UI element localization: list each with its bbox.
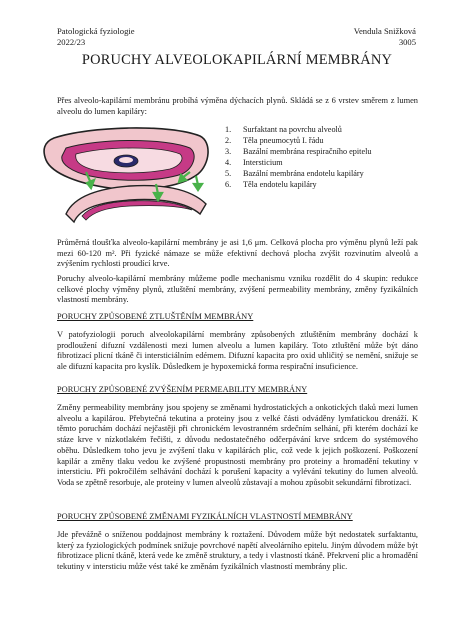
alveolus-capillary-illustration xyxy=(30,118,215,230)
section-heading-thickening: PORUCHY ZPŮSOBENÉ ZTLUŠTĚNÍM MEMBRÁNY xyxy=(57,312,254,321)
list-label: Intersticium xyxy=(243,158,283,168)
section-heading-permeability: PORUCHY ZPŮSOBENÉ ZVÝŠENÍM PERMEABILITY MEMBRÁNY xyxy=(57,385,308,394)
list-label: Bazální membrána respiračního epitelu xyxy=(243,147,372,157)
paragraph-physical-properties: Jde převážně o sníženou poddajnost membrány k roztažení. Důvodem může být nedostatek surfaktantu, který za fyziologických podmínek snižuje povrchové napětí alveolárního epitelu. Jiným důvodem může být fibrotizace plicní tkáně, která vede ke změně struktury, a tedy i vlastností tkáně. Překrvení plic a hromadění tekutiny v intersticiu může vést také ke změnám fyzikálních vlastností membrány plic. xyxy=(57,530,418,572)
list-item xyxy=(225,124,371,135)
intro-paragraph: Přes alveolo-kapilární membránu probíhá výměna dýchacích plynů. Skládá se z 6 vrstev směrem z lumen alveolu do lumen kapiláry: xyxy=(57,96,418,116)
paragraph-permeability: Změny permeability membrány jsou spojeny se změnami hydrostatických a onkotických tlaků mezi lumen alveolu a kapilárou. Přebytečná tekutina a proteiny jsou z velké části odváděny lymfatickou drenáží. K těmto poruchám dochází nejčastěji při chronickém levostranném srdečním selhání, při kterém dochází ke stáze krve v nízkotlakém řečišti, z důvodu nedostatečného odčerpávání krve srdcem do systémového oběhu. Důsledkem toho jevu je zvýšení tlaku v kapilárách plic, což vede k jejich poškození. Poškození kapilár a změny tlaku vedou ke zvýšené propustnosti membrány pro proteiny a hromadění tekutiny v intersticiu. Při pokročilém selhávání dochází k porušení kapacity a vylévání tekutiny do lumen alveolů. Voda se zpětně resorbuje, ale proteiny v lumen alveolů zůstavají a mohou způsobit sekundární fibrotizaci. xyxy=(57,403,418,487)
list-label: Těla endotelu kapiláry xyxy=(243,180,317,190)
list-number: 1. xyxy=(225,125,232,134)
paragraph-membrane-thickness: Průměrná tloušťka alveolo-kapilární membrány je asi 1,6 μm. Celková plocha pro výměnu plynů leží pak mezi 60-120 m². Při fyzické námaze se může efektivní dechová plocha zvýšit rozvinutím alveolů a zvýšením rychlosti proudící krve. xyxy=(57,238,418,269)
header-left xyxy=(57,26,135,47)
list-number: 6. xyxy=(225,180,232,190)
list-item xyxy=(225,179,371,190)
list-number: 2. xyxy=(225,136,232,146)
page-title: PORUCHY ALVEOLOKAPILÁRNÍ MEMBRÁNY xyxy=(81,52,393,68)
list-number: 5. xyxy=(225,169,232,179)
list-label: Těla pneumocytů I. řádu xyxy=(243,136,324,146)
list-label: Bazální membrána endotelu kapiláry xyxy=(243,169,364,179)
red-blood-cell-center xyxy=(119,157,133,163)
author-name: Vendula Snižková xyxy=(353,26,416,36)
header-right xyxy=(354,26,416,47)
membrane-layers-list xyxy=(225,124,371,191)
document-code: 3005 xyxy=(398,36,416,47)
list-item xyxy=(225,146,371,157)
list-number: 4. xyxy=(225,158,232,168)
course-name: Patologická fyziologie xyxy=(57,26,135,36)
list-item xyxy=(225,135,371,146)
academic-year: 2022/23 xyxy=(57,36,86,47)
paragraph-thickening: V patofyziologii poruch alveolokapilární membrány způsobených ztluštěním membrány dochází k prodloužení difuzní vzdálenosti mezi lumen alveolu a lumen kapiláry. Toto ztluštění může být dáno fibrotizací plicní tkáně či intersticiálním edémem. Difuzní kapacita pro oxid uhličitý se nemění, snižuje se ale difuzní kapacita pro kyslík. Důsledkem je hypoxemická forma respirační insuficience. xyxy=(57,330,418,372)
list-item xyxy=(225,168,371,179)
list-label: Surfaktant na povrchu alveolů xyxy=(243,125,342,134)
section-heading-physical-properties: PORUCHY ZPŮSOBENÉ ZMĚNAMI FYZIKÁLNÍCH VLASTNOSTÍ MEMBRÁNY xyxy=(57,512,353,521)
list-item xyxy=(225,157,371,168)
list-number: 3. xyxy=(225,147,232,157)
paragraph-disorder-groups: Poruchy alveolo-kapilární membrány můžeme podle mechanismu vzniku rozdělit do 4 skupin: redukce celkové plochy výměny plynů, ztluštění membrány, zvýšení permeability membrány, změny fyzikálních vlastností membrány. xyxy=(57,274,418,305)
